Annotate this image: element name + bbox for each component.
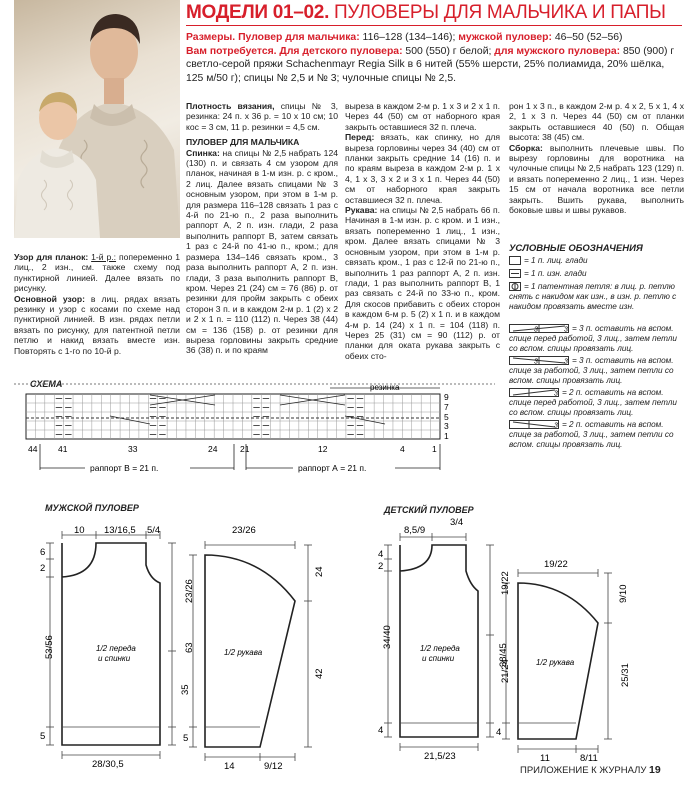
stitch-number-33: 33 xyxy=(128,444,138,454)
man-pullover-title: МУЖСКОЙ ПУЛОВЕР xyxy=(45,503,139,513)
child-dim-top-a: 8,5/9 xyxy=(404,525,426,536)
need-boy: 500 (550) г белой; xyxy=(402,45,492,57)
footer-text: ПРИЛОЖЕНИЕ К ЖУРНАЛУ xyxy=(520,765,650,776)
man-sleeve-bottom-b: 9/12 xyxy=(264,761,283,772)
column-4 xyxy=(509,101,684,215)
density-text: спицы № 3, резинка: 24 п. x 36 р. = 10 x 10 см; 10 кос = 3 см, 11 р. резинки = 4,5 см. xyxy=(186,101,339,132)
front-text: вязать, как спинку, но для выреза горловины через 34 (40) см от планки закрыть средние 14 (16) п. и по краям выреза в каждом 2-м р. 1 x 4, 1 x 3, 3 x 2 и 3 x 1 п. Через 44 (50) см от наборного края закрыть оставшиеся 32 п. плеча. xyxy=(345,132,500,205)
legend-text-cable-3-front: = 3 п. оставить на вспом. спице перед работой, 3 лиц., затем петли со вспом. спицы провязать лиц. xyxy=(509,324,677,353)
cable-2-front-icon xyxy=(509,388,559,397)
legend-item-purl xyxy=(509,269,684,279)
column-2 xyxy=(186,101,338,356)
column-1 xyxy=(14,252,180,356)
man-dim-left-2: 2 xyxy=(40,563,46,574)
child-dim-left-2: 2 xyxy=(378,561,384,572)
assembly-label: Сборка: xyxy=(509,142,543,153)
svg-text:3: 3 xyxy=(534,358,538,366)
border-row-label: 1-й р.: xyxy=(91,252,117,262)
row-number-1: 1 xyxy=(444,431,449,441)
legend-title: УСЛОВНЫЕ ОБОЗНАЧЕНИЯ xyxy=(509,243,643,254)
legend-text-purl: = 1 п. изн. глади xyxy=(524,269,587,278)
svg-text:3: 3 xyxy=(554,390,558,398)
sizes-man: 46–50 (52–56) xyxy=(552,32,623,43)
legend-text-patent: = 1 патентная петля: в лиц. р. петлю снять с накидом как изн., в изн. р. петлю с накидом провязать вместе изн. xyxy=(509,282,677,311)
boy-section-heading: ПУЛОВЕР ДЛЯ МАЛЬЧИКА xyxy=(186,137,300,148)
legend-text-knit: = 1 п. лиц. глади xyxy=(524,256,588,265)
father-son-photo-illustration xyxy=(14,0,180,238)
rapport-a-label: раппорт А = 21 п. xyxy=(298,463,367,473)
title-number: МОДЕЛИ 01–02. xyxy=(186,2,330,23)
svg-text:3: 3 xyxy=(564,358,568,366)
child-sleeve-left-4: 4 xyxy=(496,727,502,738)
sleeve-text: на спицы № 2,5 набрать 66 п. Начиная в 1-м изн. р. с кром. и 1 изн., вязать попеременно 1 лиц., 1 изн., кром. Далее вязать спицами № 3 основным узором, при этом в 1-м р. связать кром., 1 раз с 12-й по 21-ю п., выполнить 1 раз раппорт А, 2 п. изн. глади, 1 раз выполнить раппорт В, 1 раз связать с 24-й по 33-ю п., кром. Для скосов прибавить с обеих сторон в каждом 6-м р. 5 (2) x 1 п. и в каждом 4-м р. 14 (24) x 1 п. = 104 (118) п. Через 25 (31) см = 90 (112) р. от планки для оката рукава закрыть с обеих сто- xyxy=(345,205,500,361)
cable-2-back-icon xyxy=(509,420,559,429)
back-text: на спицы № 2,5 набрать 124 (130) п. и связать 4 см узором для планок, начиная в 1-м изн. р. с кром., 2 лиц. Далее вязать спицами № 3 основным узором, при этом в 1-м р. для размера 116–128 связать 1 раз с 4-й по 21-ю п., 2 раза выполнить раппорт А, 2 п. изн. глади, 2 раза выполнить раппорт В, затем связать 1 раз с 24-й по 41-ю п., кром.; для размера 134–146 связать кром., 3 раза выполнить раппорт А, 2 п. изн. глади, 3 раза выполнить раппорт В, кром. Через 21 (24) см = 76 (86) р. от резинки для пройм закрыть с обеих сторон 3 п. и в каждом 2-м р. 1 (2) x 2 и 2 x 1 п. = 110 (112) п. Через 38 (44) см = 136 (158) р. от резинки для выреза горловины закрыть средние 36 (38) п. и по краям xyxy=(186,147,338,356)
border-pattern-text: попеременно 1 лиц., 2 изн., см. также схему под пунктирной линией. Далее вязать по рисунку. xyxy=(14,252,181,294)
svg-text:3: 3 xyxy=(564,326,568,334)
title-divider xyxy=(186,25,682,26)
row-number-7: 7 xyxy=(444,402,449,412)
cable-3-back-icon xyxy=(509,356,569,365)
child-body-shape xyxy=(400,545,478,737)
man-pullover-diagram xyxy=(0,515,340,775)
legend-item-cable-2-front xyxy=(509,388,684,418)
legend-item-cable-2-back xyxy=(509,420,684,450)
stitch-number-44: 44 xyxy=(28,444,38,454)
stitch-number-24: 24 xyxy=(208,444,218,454)
child-sleeve-label: 1/2 рукава xyxy=(536,658,575,667)
man-sleeve-left-5: 5 xyxy=(183,733,189,744)
man-dim-right-armhole: 23/26 xyxy=(184,579,195,603)
man-body-label-1: 1/2 переда xyxy=(96,644,136,653)
legend-item-cable-3-front xyxy=(509,324,684,354)
chart-grid xyxy=(26,394,440,439)
man-dim-left-6: 6 xyxy=(40,547,46,558)
man-dim-top-b: 13/16,5 xyxy=(104,525,136,536)
stitch-number-21: 21 xyxy=(240,444,250,454)
models-photo xyxy=(14,0,180,238)
stitch-number-4: 4 xyxy=(400,444,405,454)
child-dim-right-21: 21/24 xyxy=(500,659,511,683)
border-pattern-label: Узор для планок: xyxy=(14,252,89,262)
legend-text-cable-3-back: = 3 п. оставить на вспом. спице за работой, 3 лиц., затем петли со вспом. спицы провязать лиц. xyxy=(509,356,674,385)
sleeve-label: Рукава: xyxy=(345,205,378,216)
need-man-label: для мужского пуловера: xyxy=(491,45,621,57)
man-sleeve-label: 1/2 рукава xyxy=(224,648,263,657)
child-sleeve-right-9: 9/10 xyxy=(618,584,629,603)
purl-stitch-icon xyxy=(509,269,521,278)
intro-block xyxy=(186,31,682,85)
main-pattern-label: Основной узор: xyxy=(14,293,85,304)
knit-stitch-icon xyxy=(509,256,521,265)
legend-text-cable-2-back: = 2 п. оставить на вспом. спице за работой, 3 лиц., затем петли со вспом. спицы провязать лиц. xyxy=(509,420,674,449)
child-dim-right-armhole: 19/22 xyxy=(500,571,511,595)
child-dim-bottom: 21,5/23 xyxy=(424,751,456,762)
patent-stitch-icon xyxy=(509,282,521,291)
knitting-chart xyxy=(0,378,500,480)
rapport-b-label: раппорт В = 21 п. xyxy=(90,463,159,473)
child-dim-top-b: 3/4 xyxy=(450,517,464,528)
child-body-label-1: 1/2 переда xyxy=(420,644,460,653)
sizes-man-label: мужской пуловер: xyxy=(455,32,552,43)
need-label: Вам потребуется. Для детского пуловера: xyxy=(186,45,403,57)
need-rest: 850 (900) г светло-серой пряжи Schachenmayr Regia Silk в 6 нитей (55% шерсти, 25% полиамида, 20% шёлка, 125 м/50 г); спицы № 2,5 и № 3; чулочные спицы № 2,5. xyxy=(186,45,675,84)
man-dim-bottom: 28/30,5 xyxy=(92,759,124,770)
man-sleeve-bottom-a: 14 xyxy=(224,761,235,772)
child-pullover-title: ДЕТСКИЙ ПУЛОВЕР xyxy=(384,505,474,515)
man-dim-right-35: 35 xyxy=(180,684,191,695)
assembly-text: выполнить плечевые швы. По вырезу горловины для воротника на чулочные спицы № 2,5 набрать 123 (129) п. и вязать попеременно 2 лиц., 1 изн. Через 15 см от начала воротника все петли закрыть. Вшить рукава, выполнить боковые швы и швы рукавов. xyxy=(509,142,684,216)
sizes-boy: 116–128 (134–146); xyxy=(359,32,456,43)
page-number: 19 xyxy=(649,764,661,776)
svg-text:3: 3 xyxy=(554,422,558,430)
man-sleeve-top: 23/26 xyxy=(232,525,256,536)
child-body-label-2: и спинки xyxy=(422,654,455,663)
stitch-number-12: 12 xyxy=(318,444,328,454)
child-sleeve-left: 38/45 xyxy=(498,643,509,667)
density-label: Плотность вязания, xyxy=(186,101,275,111)
rib-label: резинка xyxy=(370,383,400,392)
page-footer xyxy=(520,764,661,776)
row-number-5: 5 xyxy=(444,412,449,422)
man-sleeve-left: 63 xyxy=(184,642,195,653)
child-sleeve-top: 19/22 xyxy=(544,559,568,570)
child-sleeve-right-25: 25/31 xyxy=(620,663,631,687)
legend-text-cable-2-front: = 2 п. оставить на вспом. спице перед работой, 3 лиц., затем петли со вспом. спицы провязать лиц. xyxy=(509,388,677,417)
child-dim-left-4: 4 xyxy=(378,549,384,560)
stitch-number-41: 41 xyxy=(58,444,68,454)
main-pattern-text: в лиц. рядах вязать резинку и узор с косами по схеме над пунктирной линией. В изн. рядах петли вязать по рисунку, для патентной петли петлю и накид вязать вместе изн. Повторять с 1-го по 10-й р. xyxy=(14,293,181,356)
man-dim-top-a: 10 xyxy=(74,525,85,536)
cable-3-front-icon xyxy=(509,324,569,333)
child-dim-left-4b: 4 xyxy=(378,725,384,736)
legend-item-cable-3-back xyxy=(509,356,684,386)
svg-text:3: 3 xyxy=(534,326,538,334)
man-dim-left-5: 5 xyxy=(40,731,46,742)
col3-text: выреза в каждом 2-м р. 1 x 3 и 2 x 1 п. Через 44 (50) см от наборного края закрыть оставшиеся 32 п. плеча. xyxy=(345,101,500,132)
stitch-number-1: 1 xyxy=(432,444,437,454)
man-dim-top-c: 5/4 xyxy=(147,525,161,536)
child-sleeve-bottom-a: 11 xyxy=(540,753,550,764)
legend-item-patent xyxy=(509,282,684,312)
scheme-label: СХЕМА xyxy=(30,379,66,389)
man-sleeve-right-42: 42 xyxy=(314,668,325,679)
front-label: Перед: xyxy=(345,132,375,143)
sizes-label: Размеры. xyxy=(186,32,236,43)
back-label: Спинка: xyxy=(186,147,220,158)
man-sleeve-right-24: 24 xyxy=(314,566,325,577)
child-pullover-diagram xyxy=(340,515,689,765)
child-sleeve-bottom-b: 8/11 xyxy=(580,753,598,764)
child-dim-left-total: 34/40 xyxy=(382,625,393,649)
col4-text: рон 1 x 3 п., в каждом 2-м р. 4 x 2, 5 x 1, 4 x 2, 1 x 3 п. Через 44 (50) см от планки закрыть оставшиеся 40 (50) п. Общая высота: 38 (45) см. xyxy=(509,101,684,143)
row-number-3: 3 xyxy=(444,421,449,431)
sizes-boy-label: Пуловер для мальчика: xyxy=(238,32,360,43)
man-body-label-2: и спинки xyxy=(98,654,131,663)
page-title xyxy=(186,2,682,24)
title-text: ПУЛОВЕРЫ ДЛЯ МАЛЬЧИКА И ПАПЫ xyxy=(329,2,666,23)
man-dim-left-total: 53/56 xyxy=(44,635,55,659)
legend-item-knit xyxy=(509,256,684,266)
column-3 xyxy=(345,101,500,361)
row-number-9: 9 xyxy=(444,392,449,402)
